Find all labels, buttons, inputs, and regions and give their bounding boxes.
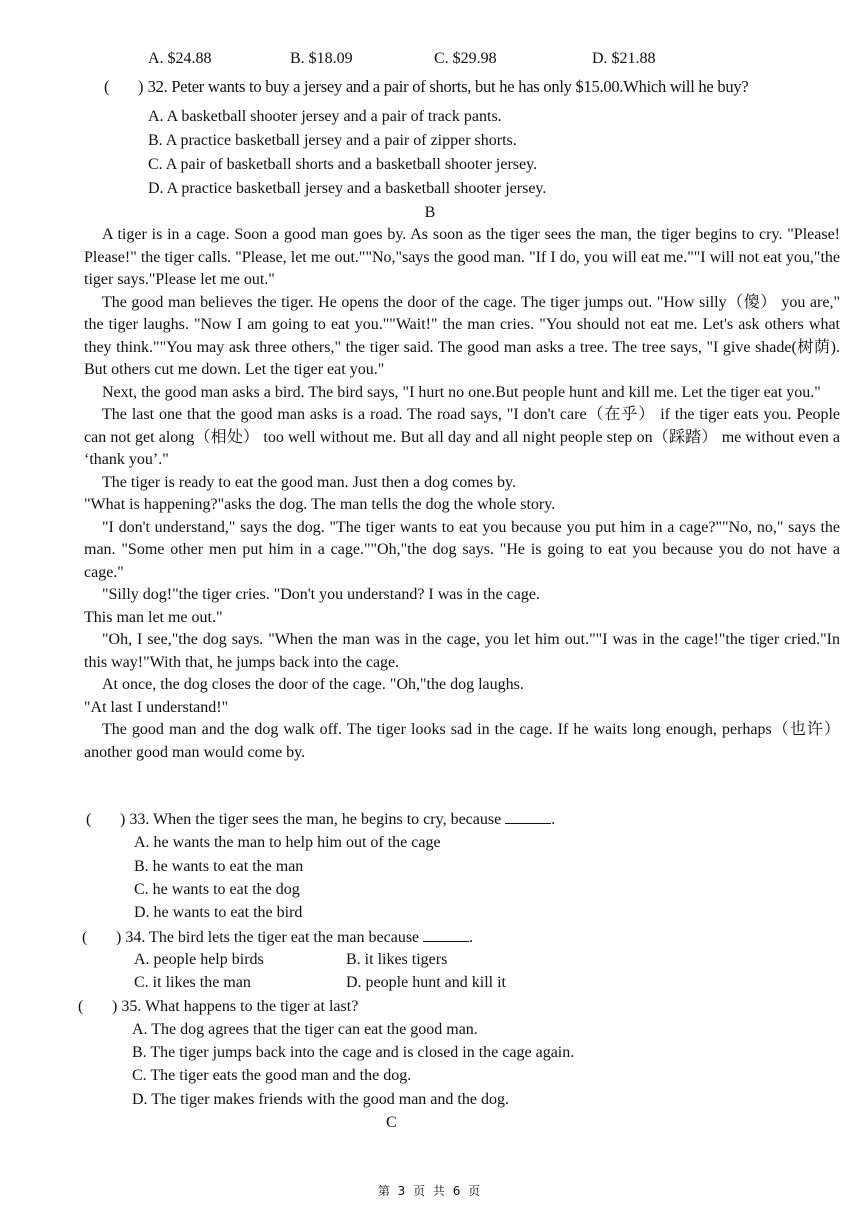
passage-paragraph: The good man and the dog walk off. The tiger looks sad in the cage. If he waits long enough, perhaps（也许） another good man would come by. [84, 721, 840, 761]
page-footer: 第 3 页 共 6 页 [377, 1184, 483, 1198]
q34-stem-line [82, 926, 473, 950]
passage-paragraph: This man let me out." [84, 608, 223, 626]
q31-option-d: D. $21.88 [592, 50, 656, 67]
q34-option-a: A. people help birds [134, 951, 264, 968]
answer-paren-close: ) [138, 77, 144, 96]
answer-blank [423, 926, 469, 942]
q34-option-d: D. people hunt and kill it [346, 974, 506, 991]
q35-stem-line [78, 996, 358, 1019]
q33-option-d: D. he wants to eat the bird [134, 904, 303, 921]
answer-blank [505, 808, 551, 824]
q34-stem-end: . [469, 929, 474, 946]
q35-stem: 35. What happens to the tiger at last? [121, 998, 359, 1015]
q35-option-d: D. The tiger makes friends with the good man and the dog. [132, 1091, 509, 1108]
q34-stem: 34. The bird lets the tiger eat the man because [125, 929, 420, 946]
q32-option-a: A. A basketball shooter jersey and a pair of track pants. [148, 108, 502, 125]
q34-option-c: C. it likes the man [134, 974, 251, 991]
answer-paren-open: ( [86, 811, 92, 828]
section-b-heading: B [424, 204, 436, 221]
answer-paren-close: ) [112, 998, 118, 1015]
answer-paren-open: ( [78, 998, 84, 1015]
q33-option-a: A. he wants the man to help him out of the cage [134, 834, 441, 851]
q32-option-b: B. A practice basketball jersey and a pair of zipper shorts. [148, 132, 517, 149]
q35-option-a: A. The dog agrees that the tiger can eat the good man. [132, 1021, 478, 1038]
answer-paren-close: ) [120, 811, 126, 828]
q33-option-c: C. he wants to eat the dog [134, 881, 300, 898]
passage-paragraph: At once, the dog closes the door of the cage. "Oh,"the dog laughs. [102, 676, 524, 693]
q33-stem-end: . [551, 811, 556, 828]
passage-paragraph: "What is happening?"asks the dog. The man tells the dog the whole story. [84, 496, 556, 513]
section-c-heading: C [386, 1114, 397, 1131]
passage-paragraph: Next, the good man asks a bird. The bird says, "I hurt no one.But people hunt and kill me. Let the tiger eat you." [102, 383, 821, 401]
q32-option-d: D. A practice basketball jersey and a basketball shooter jersey. [148, 180, 547, 197]
q32-stem: 32. Peter wants to buy a jersey and a pair of shorts, but he has only $15.00.Which will he buy? [147, 77, 749, 96]
q31-option-c: C. $29.98 [434, 50, 497, 67]
q31-options [148, 48, 708, 72]
q32-stem-line [104, 76, 748, 99]
q31-option-a: A. $24.88 [148, 50, 212, 67]
q35-option-c: C. The tiger eats the good man and the dog. [132, 1067, 412, 1084]
answer-paren-open: ( [104, 77, 110, 96]
reading-passage [84, 224, 840, 764]
q33-option-b: B. he wants to eat the man [134, 858, 304, 875]
passage-paragraph: A tiger is in a cage. Soon a good man goes by. As soon as the tiger sees the man, the tiger begins to cry. "Please! Please!" the tiger calls. "Please, let me out.""No,"says the good man. "If I do, you will eat me.""I will not eat you,"the tiger says."Please let me out." [84, 226, 840, 288]
q32-option-c: C. A pair of basketball shorts and a basketball shooter jersey. [148, 156, 538, 173]
q33-stem: 33. When the tiger sees the man, he begins to cry, because [129, 811, 502, 828]
passage-paragraph: "At last I understand!" [84, 698, 229, 716]
passage-paragraph: "I don't understand," says the dog. "The tiger wants to eat you because you put him in a cage?""No, no," says the man. "Some other men put him in a cage.""Oh,"the dog says. "He is going to eat you because you do not have a cage." [84, 518, 840, 581]
passage-paragraph: The last one that the good man asks is a road. The road says, "I don't care（在乎） if the tiger eats you. People can not get along（相处） too well without me. But all day and all night people step on（踩踏） me without even a ‘thank you’." [84, 406, 840, 468]
q31-option-b: B. $18.09 [290, 50, 353, 67]
passage-paragraph: The tiger is ready to eat the good man. Just then a dog comes by. [102, 473, 516, 491]
passage-paragraph: "Oh, I see,"the dog says. "When the man was in the cage, you let him out.""I was in the cage!"the tiger cried."In this way!"With that, he jumps back into the cage. [84, 631, 840, 671]
passage-paragraph: The good man believes the tiger. He opens the door of the cage. The tiger jumps out. "How silly（傻） you are," the tiger laughs. "Now I am going to eat you.""Wait!" the man cries. "You should not eat me. Let's ask others what they think.""You may ask three others," the tiger said. The good man asks a tree. The tree says, "I give shade(树荫). But others cut me down. Let the tiger eat you." [84, 293, 840, 378]
answer-paren-close: ) [116, 929, 122, 946]
q34-option-b: B. it likes tigers [346, 951, 448, 968]
q35-option-b: B. The tiger jumps back into the cage and is closed in the cage again. [132, 1044, 575, 1061]
q33-stem-line [86, 808, 555, 832]
answer-paren-open: ( [82, 929, 88, 946]
passage-paragraph: "Silly dog!"the tiger cries. "Don't you understand? I was in the cage. [102, 586, 540, 603]
